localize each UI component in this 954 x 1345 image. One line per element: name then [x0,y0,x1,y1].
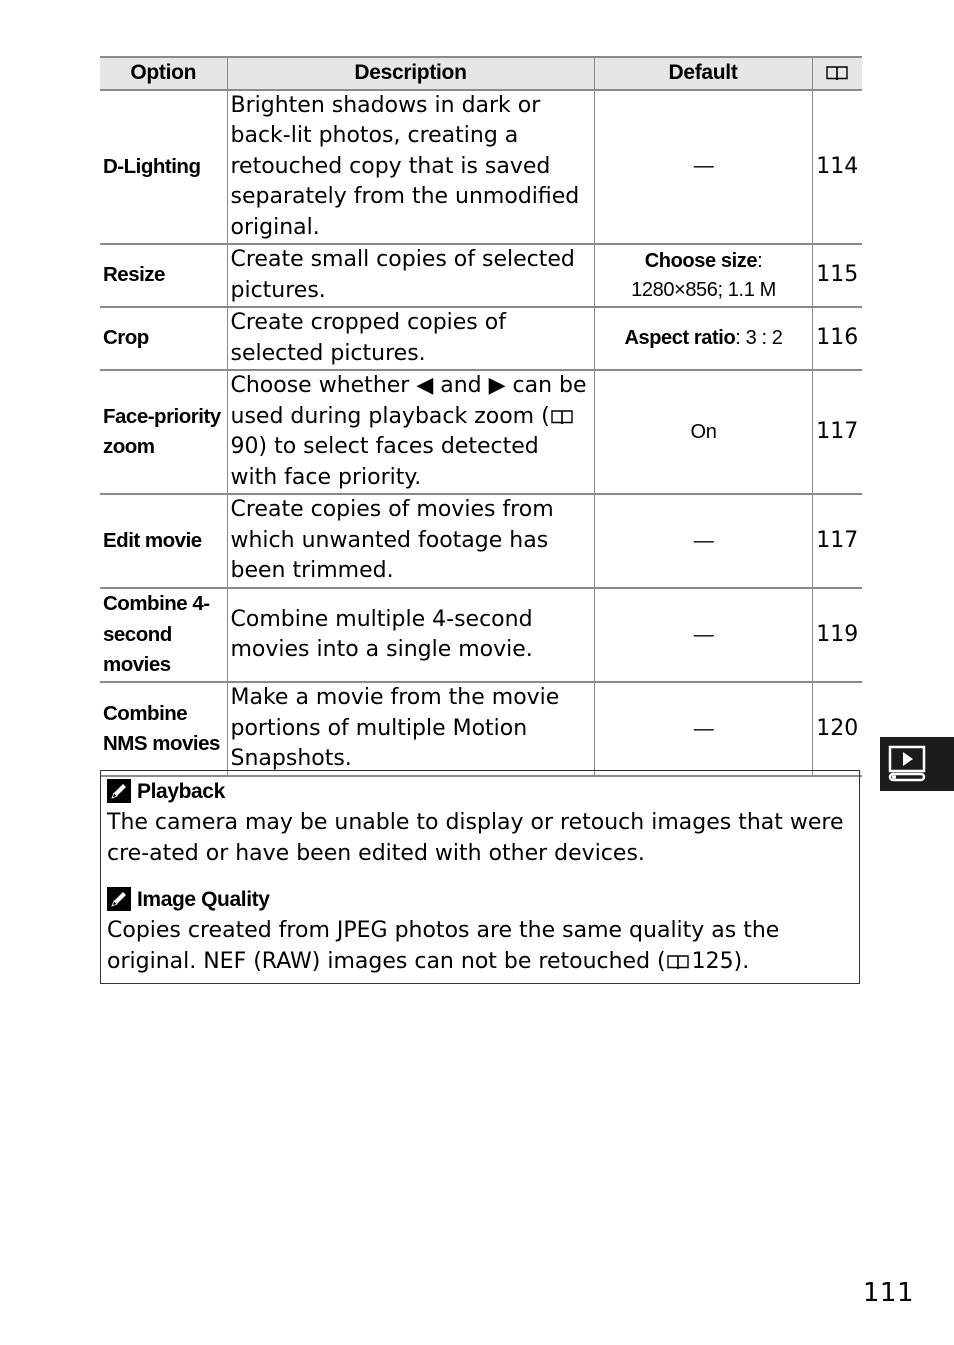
note-playback [107,775,853,869]
note-title [107,883,853,915]
option-default: — [594,90,812,245]
table-row [100,494,862,588]
page-reference: 120 [812,682,862,776]
default-label: Choose size [644,249,758,272]
section-tab [880,737,954,791]
table-row [100,682,862,776]
page-cross-reference: 125 [691,949,734,974]
playback-icon [880,737,954,791]
option-name: D-Lighting [100,90,227,245]
note-body [107,915,853,977]
table-row [100,588,862,682]
note-title-text: Image Quality [137,887,270,911]
default-label: Aspect ratio [624,327,736,349]
description-text: ) to select faces detected with face priority. [230,434,539,490]
header-page [812,57,862,90]
option-description: Create copies of movies from which unwanted footage has been trimmed. [227,494,594,588]
page-reference: 117 [812,370,862,494]
book-icon [826,65,848,81]
pencil-icon [107,779,131,803]
option-default: On [594,370,812,494]
note-body-text: ). [733,949,750,974]
option-name: Face-priority zoom [100,370,227,494]
description-text: Choose whether ◀ and ▶ can be used during playback zoom ( [230,373,587,429]
table-row [100,244,862,307]
option-default: — [594,588,812,682]
page-number: 111 [862,1278,914,1308]
table-row [100,370,862,494]
option-description: Brighten shadows in dark or back-lit photos, creating a retouched copy that is saved separately from the unmodified original. [227,90,594,245]
header-option: Option [100,57,227,90]
option-name: Combine 4-second movies [100,588,227,682]
option-description [227,370,594,494]
option-description: Make a movie from the movie portions of multiple Motion Snapshots. [227,682,594,776]
pencil-icon [107,887,131,911]
default-value: 3 : 2 [745,327,783,349]
page-reference: 119 [812,588,862,682]
note-title-text: Playback [137,779,225,803]
option-name: Crop [100,307,227,370]
retouch-options-table [100,56,862,777]
header-default: Default [594,57,812,90]
table-row [100,307,862,370]
page-reference: 114 [812,90,862,245]
notes-box [100,770,860,984]
page-cross-reference: 90 [230,434,259,459]
book-icon [551,409,573,425]
option-description: Create small copies of selected pictures. [227,244,594,307]
option-description: Create cropped copies of selected pictures. [227,307,594,370]
option-name: Edit movie [100,494,227,588]
option-description: Combine multiple 4-second movies into a single movie. [227,588,594,682]
option-default: Choose size: 1280×856; 1.1 M [594,244,812,307]
table-header-row [100,57,862,90]
option-name: Resize [100,244,227,307]
note-image-quality [107,883,853,977]
book-icon [667,954,689,970]
note-body-text: Copies created from JPEG photos are the same quality as the original. NEF (RAW) images can not be retouched ( [107,918,780,974]
option-default: Aspect ratio: 3 : 2 [594,307,812,370]
page-reference: 116 [812,307,862,370]
note-title [107,775,853,807]
option-default: — [594,682,812,776]
note-body: The camera may be unable to display or retouch images that were cre-ated or have been edited with other devices. [107,810,844,866]
header-description: Description [227,57,594,90]
page-reference: 117 [812,494,862,588]
option-default: — [594,494,812,588]
table-row [100,90,862,245]
option-name: Combine NMS movies [100,682,227,776]
page-reference: 115 [812,244,862,307]
default-value: 1280×856; 1.1 M [631,278,776,301]
